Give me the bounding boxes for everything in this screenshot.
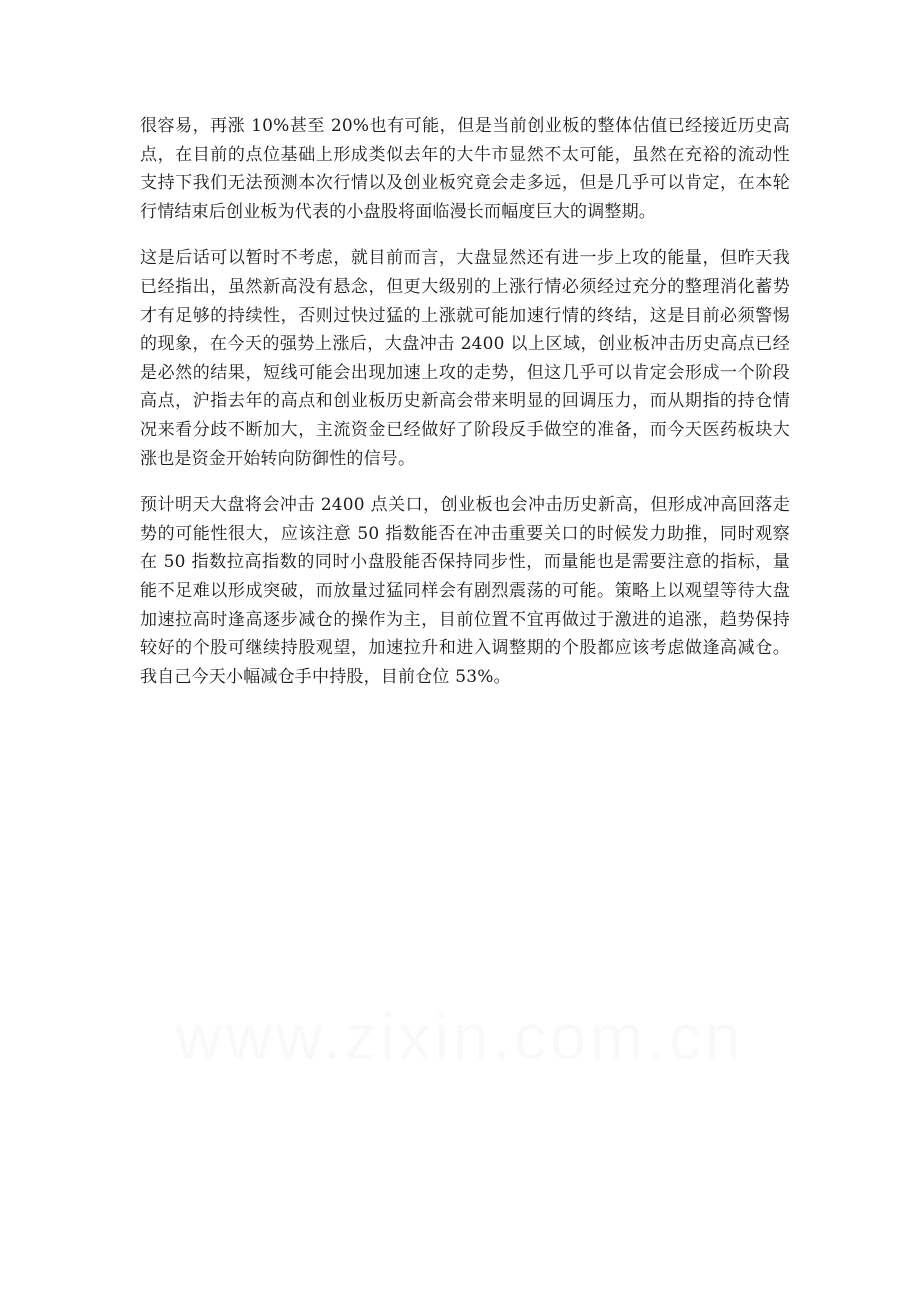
document-body xyxy=(140,112,790,709)
watermark xyxy=(0,1000,920,1074)
paragraph-3: 预计明天大盘将会冲击 2400 点关口，创业板也会冲击历史新高，但形成冲高回落走势的可能性很大，应该注意 50 指数能否在冲击重要关口的时候发力助推，同时观察在 50 指数拉高指数的同时小盘股能否保持同步性，而量能也是需要注意的指标，量能不足难以形成突破，而放量过猛同样会有剧烈震荡的可能。策略上以观望等待大盘加速拉高时逢高逐步减仓的操作为主，目前位置不宜再做过于激进的追涨，趋势保持较好的个股可继续持股观望，加速拉升和进入调整期的个股都应该考虑做逢高减仓。我自己今天小幅减仓手中持股，目前仓位 53%。 xyxy=(140,495,790,687)
paragraph-2: 这是后话可以暂时不考虑，就目前而言，大盘显然还有进一步上攻的能量，但昨天我已经指出，虽然新高没有悬念，但更大级别的上涨行情必须经过充分的整理消化蓄势才有足够的持续性，否则过快过猛的上涨就可能加速行情的终结，这是目前必须警惕的现象，在今天的强势上涨后，大盘冲击 2400 以上区域，创业板冲击历史高点已经是必然的结果，短线可能会出现加速上攻的走势，但这几乎可以肯定会形成一个阶段高点，沪指去年的高点和创业板历史新高会带来明显的回调压力，而从期指的持仓情况来看分歧不断加大，主流资金已经做好了阶段反手做空的准备，而今天医药板块大涨也是资金开始转向防御性的信号。 xyxy=(140,248,790,469)
paragraph-1: 很容易，再涨 10%甚至 20%也有可能，但是当前创业板的整体估值已经接近历史高点，在目前的点位基础上形成类似去年的大牛市显然不太可能，虽然在充裕的流动性支持下我们无法预测本次行情以及创业板究竟会走多远，但是几乎可以肯定，在本轮行情结束后创业板为代表的小盘股将面临漫长而幅度巨大的调整期。 xyxy=(140,116,790,222)
